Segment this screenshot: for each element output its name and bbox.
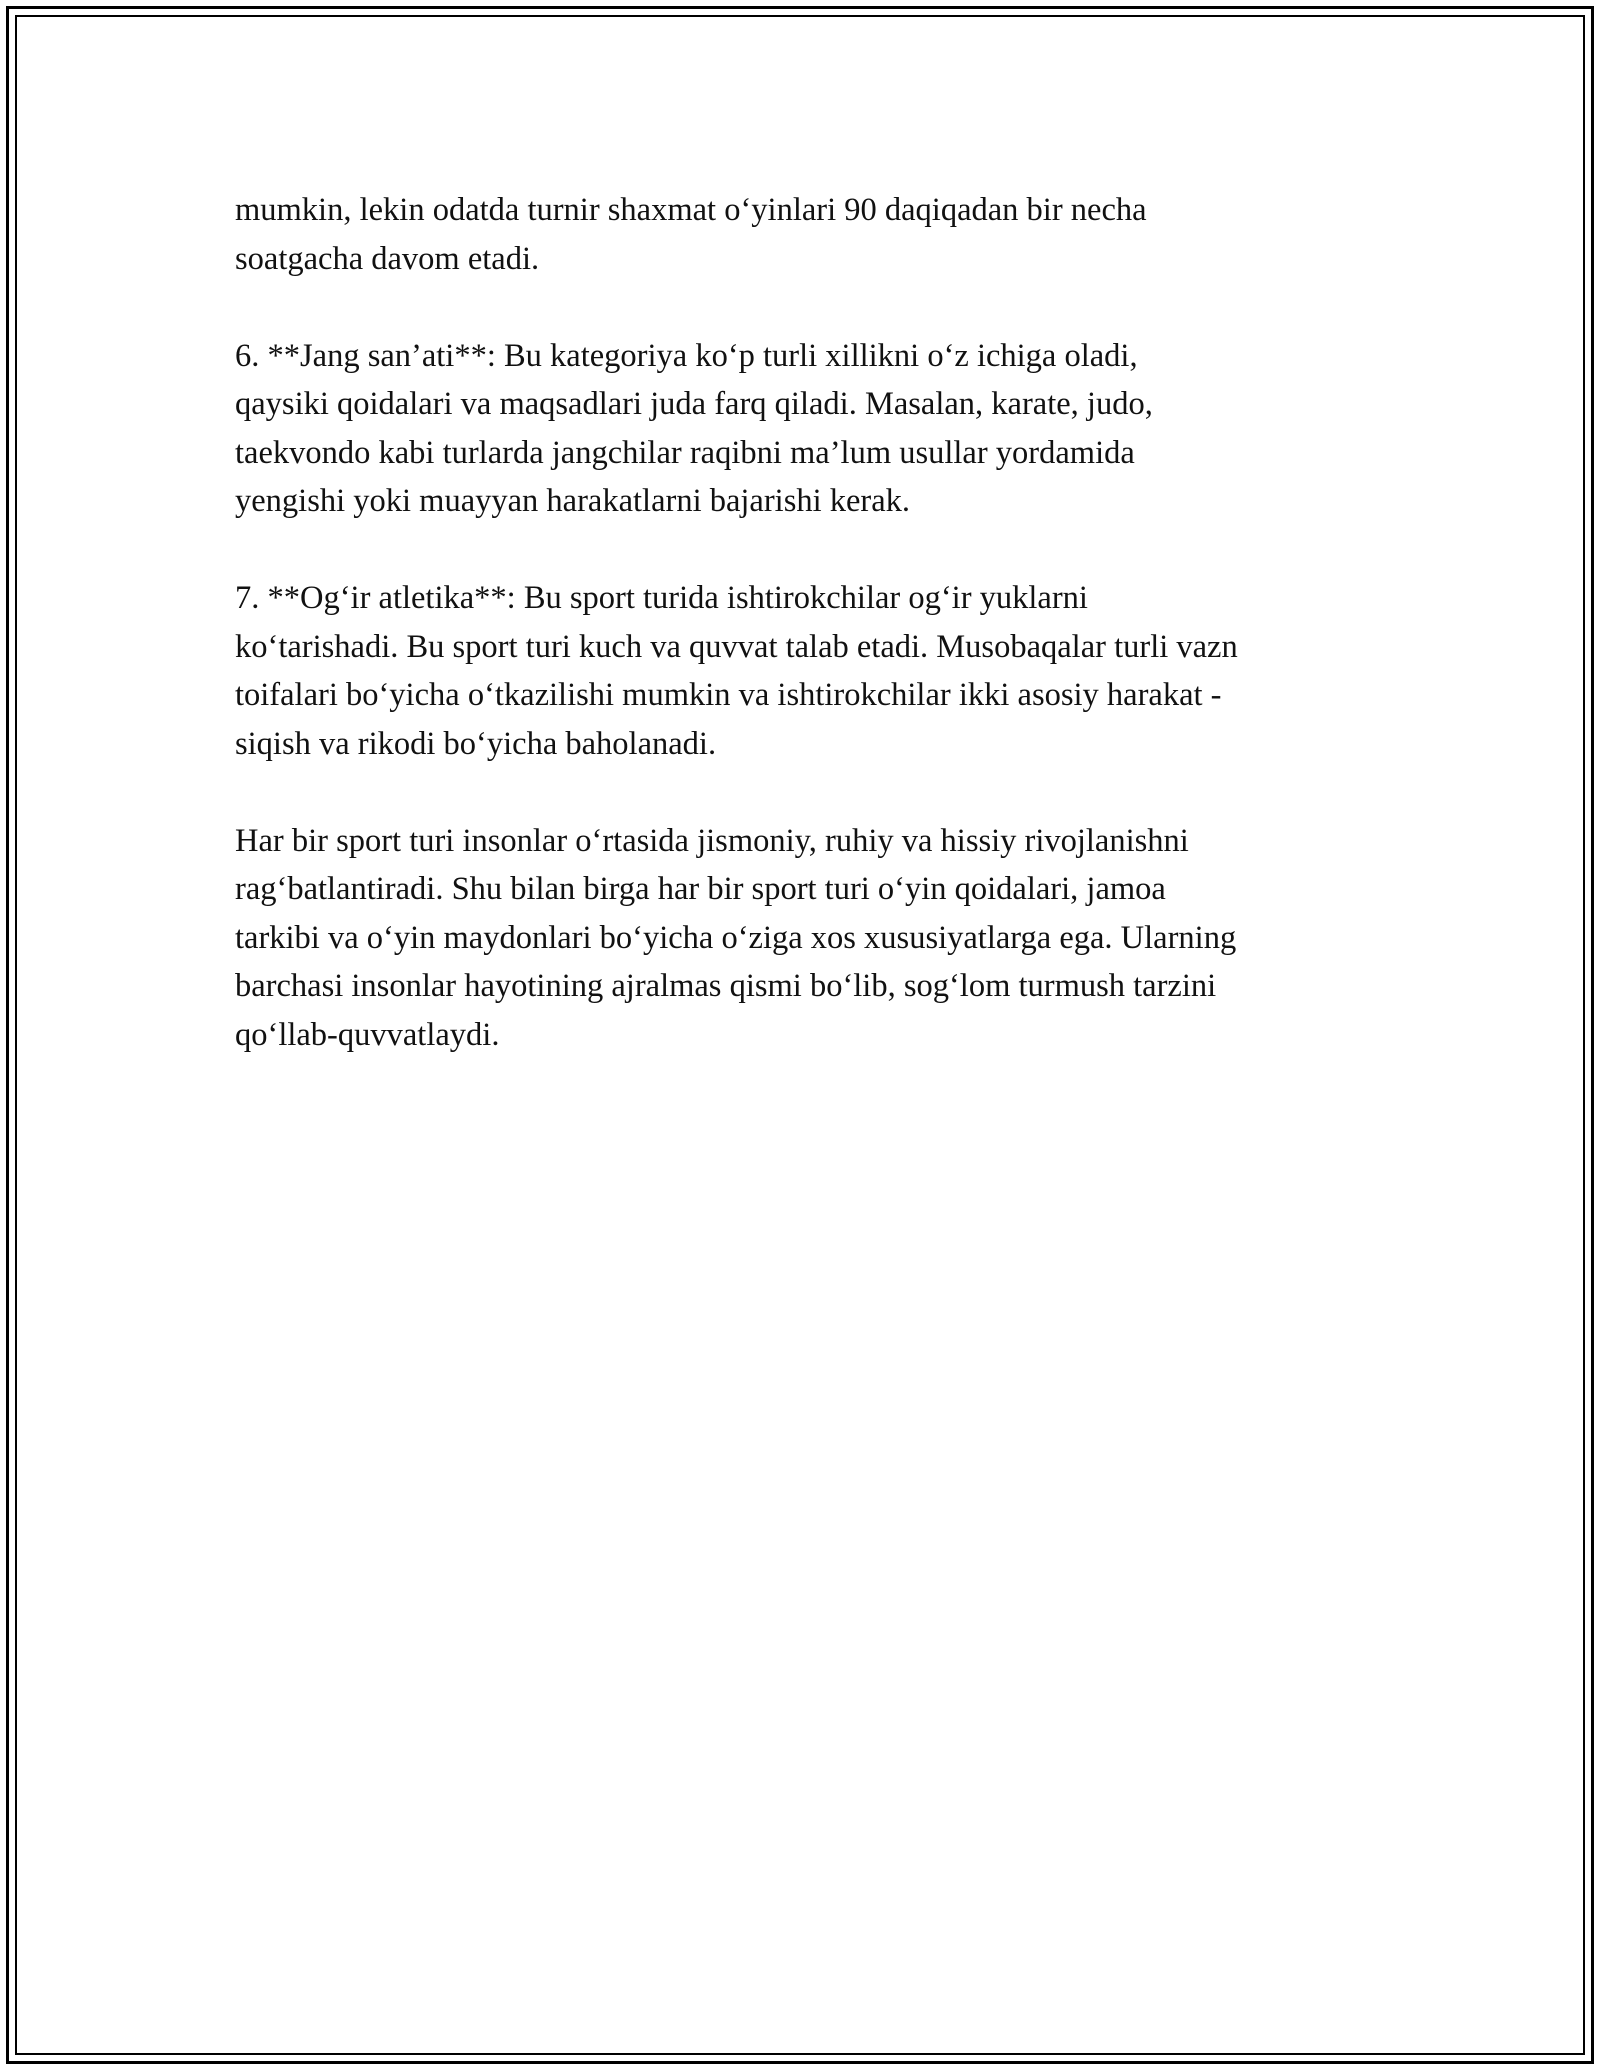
paragraph-weightlifting: 7. **Og‘ir atletika**: Bu sport turida ishtirokchilar og‘ir yuklarni ko‘tarishadi. Bu sport turi kuch va quvvat talab etadi. Musobaqalar turli vazn toifalari bo‘yicha o‘tkazilishi mumkin va ishtirokchilar ikki asosiy harakat - siqish va rikodi bo‘yicha baholanadi.: [235, 580, 1238, 762]
paragraph-martial-arts: 6. **Jang san’ati**: Bu kategoriya ko‘p turli xillikni o‘z ichiga oladi, qaysiki qoidalari va maqsadlari juda farq qiladi. Masalan, karate, judo, taekvondo kabi turlarda jangchilar raqibni ma’lum usullar yordamida yengishi yoki muayyan harakatlarni bajarishi kerak.: [235, 337, 1153, 519]
document-body: [235, 186, 1385, 1108]
paragraph-chess-continuation: mumkin, lekin odatda turnir shaxmat o‘yinlari 90 daqiqadan bir necha soatgacha davom etadi.: [235, 192, 1147, 277]
paragraph-conclusion: Har bir sport turi insonlar o‘rtasida jismoniy, ruhiy va hissiy rivojlanishni rag‘batlantiradi. Shu bilan birga har bir sport turi o‘yin qoidalari, jamoa tarkibi va o‘yin maydonlari bo‘yicha o‘ziga xos xususiyatlarga ega. Ularning barchasi insonlar hayotining ajralmas qismi bo‘lib, sog‘lom turmush tarzini qo‘llab-quvvatlaydi.: [235, 822, 1237, 1053]
